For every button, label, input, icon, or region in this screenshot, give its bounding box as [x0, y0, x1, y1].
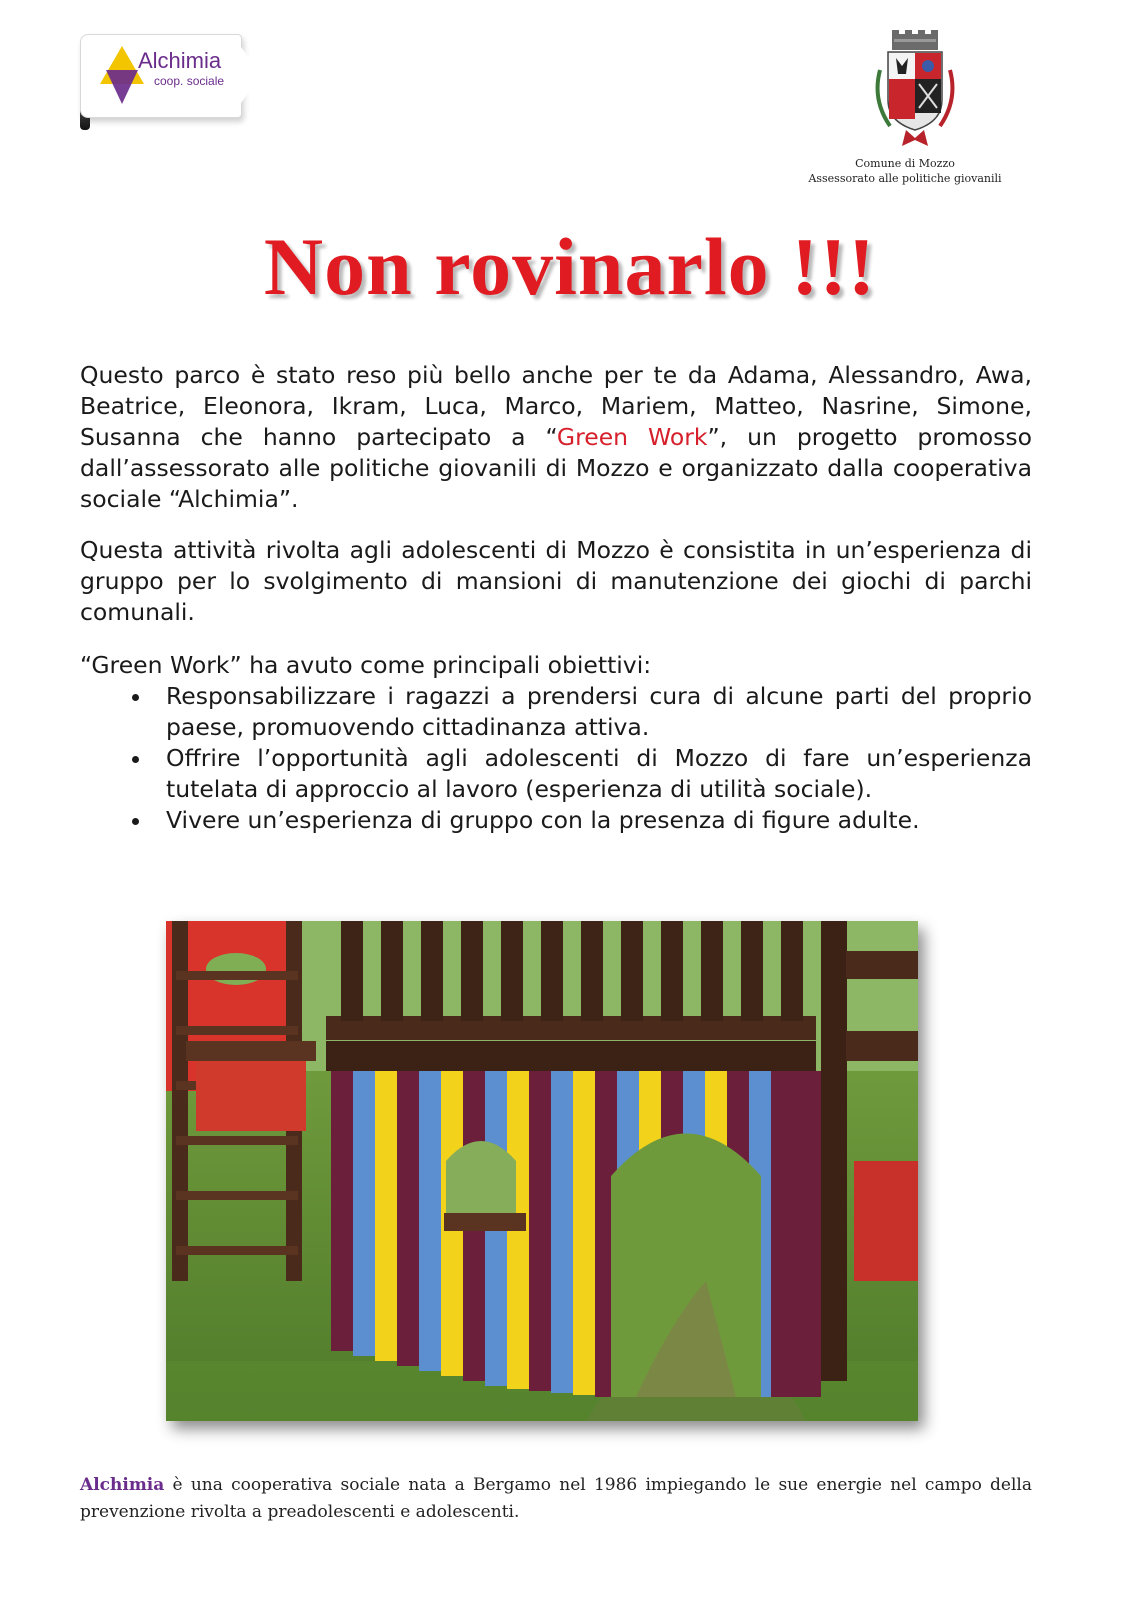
- footer-note: [80, 1472, 1032, 1526]
- logo-subtitle: coop. sociale: [154, 74, 225, 88]
- intro-text-start: Questo parco è stato reso più bello anche per te da Adama, Alessandro, Awa, Beatrice, Eleonora, Ikram, Luca, Marco, Mariem, Matteo, Nasrine, Simone, Susanna che hanno partecipato a “: [80, 361, 1032, 451]
- objective-item: Responsabilizzare i ragazzi a prendersi cura di alcune parti del proprio paese, promuovendo cittadinanza attiva.: [80, 681, 1032, 743]
- assessorato-name: Assessorato alle politiche giovanili: [808, 172, 1002, 185]
- objective-item: Offrire l’opportunità agli adolescenti di Mozzo di fare un’esperienza tutelata di approccio al lavoro (esperienza di utilità sociale).: [80, 743, 1032, 805]
- intro-text-end: ”, un progetto promosso dall’assessorato alle politiche giovanili di Mozzo e organizzato dalla cooperativa sociale “Alchimia”.: [80, 423, 1032, 513]
- objectives-intro: “Green Work” ha avuto come principali obiettivi:: [80, 651, 652, 679]
- activity-paragraph: Questa attività rivolta agli adolescenti di Mozzo è consistita in un’esperienza di gruppo per lo svolgimento di mansioni di manutenzione dei giochi di parchi comunali.: [80, 536, 1032, 626]
- alchimia-logo: [80, 34, 258, 130]
- page-title: Non rovinarlo !!!: [263, 221, 877, 312]
- logo-name: Alchimia: [138, 48, 222, 73]
- objectives-list: [80, 681, 1032, 836]
- playground-photo: [166, 921, 918, 1421]
- comune-caption: [790, 156, 1020, 186]
- green-work-highlight: Green Work: [556, 423, 708, 451]
- comune-name: Comune di Mozzo: [855, 157, 955, 170]
- footer-text: è una cooperativa sociale nata a Bergamo nel 1986 impiegando le sue energie nel campo della prevenzione rivolta a preadolescenti e adolescenti.: [80, 1475, 1032, 1522]
- objective-item: Vivere un’esperienza di gruppo con la presenza di figure adulte.: [80, 805, 1032, 836]
- intro-paragraph: [80, 360, 1032, 515]
- coat-of-arms-icon: [870, 30, 960, 150]
- objectives-section: [80, 650, 1032, 836]
- footer-brand: Alchimia: [80, 1475, 165, 1495]
